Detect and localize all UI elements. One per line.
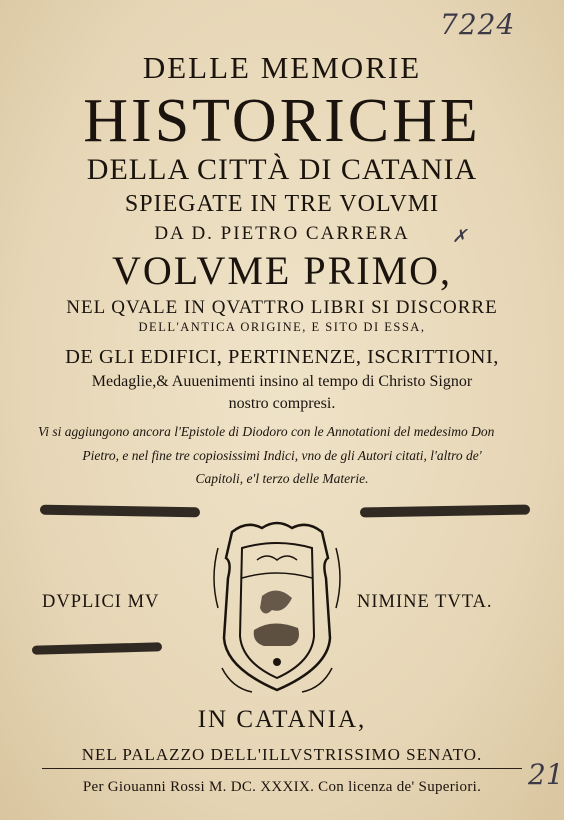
ink-strike-right xyxy=(360,505,530,518)
motto-left: DVPLICI MV xyxy=(42,592,160,612)
handwritten-shelfmark: 7224 xyxy=(440,8,516,41)
pencil-mark: ✗ xyxy=(452,226,468,247)
title-line-4: SPIEGATE IN TRE VOLVMI xyxy=(124,191,440,217)
imprint-printer: Per Giouanni Rossi M. DC. XXXIX. Con licenza de' Superiori. xyxy=(82,779,482,795)
motto-right: NIMINE TVTA. xyxy=(357,592,493,612)
volume-title: VOLVME PRIMO, xyxy=(111,248,453,293)
subtitle-line-1: NEL QVALE IN QVATTRO LIBRI SI DISCORRE xyxy=(66,297,498,318)
italic-note-2: Pietro, e nel fine tre copiosissimi Indici, vno de gli Autori citati, l'altro de' xyxy=(82,448,482,463)
title-line-1: DELLE MEMORIE xyxy=(142,50,422,85)
imprint-place: IN CATANIA, xyxy=(197,706,367,733)
margin-number: 21 xyxy=(528,758,564,791)
coat-of-arms-icon xyxy=(202,518,352,698)
subtitle-line-5: nostro compresi. xyxy=(228,395,336,412)
title-line-3: DELLA CITTÀ DI CATANIA xyxy=(86,153,478,186)
imprint-location: NEL PALAZZO DELL'ILLVSTRISSIMO SENATO. xyxy=(81,745,483,764)
subtitle-line-4: Medaglie,& Auuenimenti insino al tempo di Christo Signor xyxy=(91,373,473,390)
italic-note-1: Vi si aggiungono ancora l'Epistole di Diodoro con le Annotationi del medesimo Don xyxy=(38,424,495,439)
ink-strike-lower xyxy=(32,642,162,654)
subtitle-line-3: DE GLI EDIFICI, PERTINENZE, ISCRITTIONI, xyxy=(65,346,499,368)
ink-strike-left xyxy=(40,505,200,518)
subtitle-line-2: DELL'ANTICA ORIGINE, E SITO DI ESSA, xyxy=(138,320,426,334)
rule-line xyxy=(42,768,522,769)
italic-note-3: Capitoli, e'l terzo delle Materie. xyxy=(195,471,369,486)
author-line: DA D. PIETRO CARRERA xyxy=(154,223,410,244)
title-main: HISTORICHE xyxy=(83,87,481,155)
